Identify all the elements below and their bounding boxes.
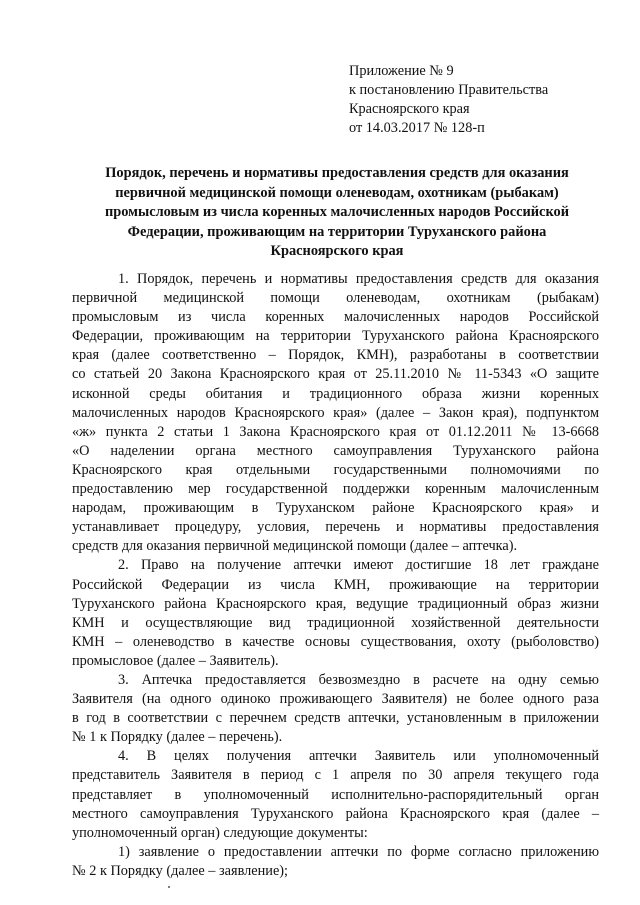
body-line: устанавливает процедуру, условия, перечень и нормативы предоставления	[72, 519, 599, 536]
body-line: «ж» пункта 2 статьи 1 Закона Красноярского края от 01.12.2011 № 13-6668	[72, 423, 599, 440]
body-line: средств для оказания первичной медицинской помощи (далее – аптечка).	[72, 538, 518, 555]
title-line: Порядок, перечень и нормативы предоставления средств для оказания	[105, 165, 569, 181]
body-line: представитель Заявителя в период с 1 апреля по 30 апреля текущего года	[72, 767, 599, 784]
body-line: Красноярского края отдельными государственными полномочиями по	[72, 461, 599, 478]
body-line: 2. Право на получение аптечки имеют достигшие 18 лет граждане	[118, 557, 599, 574]
body-line: предоставлению мер государственной поддержки коренным малочисленным	[72, 481, 599, 498]
body-line: № 2 к Порядку (далее – заявление);	[72, 862, 289, 879]
body-line: исконной среды обитания и традиционного образа жизни коренных	[72, 385, 599, 402]
body-line: народам, проживающим в Туруханском районе Красноярского края» и	[72, 500, 599, 517]
scan-speck	[168, 886, 170, 888]
appendix-header	[349, 62, 609, 138]
body-line: КМН – оленеводство в качестве основы существования, охоту (рыболовство)	[72, 633, 599, 650]
body-line: 1. Порядок, перечень и нормативы предоставления средств для оказания	[118, 271, 599, 287]
body-line: № 1 к Порядку (далее – перечень).	[72, 729, 283, 746]
body-line: промысловое (далее – Заявитель).	[72, 652, 279, 669]
document-title	[72, 164, 602, 262]
body-line: малочисленных народов Красноярского края» (далее – Закон края), подпунктом	[72, 404, 599, 421]
body-line: 3. Аптечка предоставляется безвозмездно в расчете на одну семью	[118, 671, 599, 688]
body-line: в год в соответствии с перечнем средств аптечки, установленным в приложении	[72, 710, 599, 727]
body-line: Заявителя (на одного одиноко проживающего Заявителя) не более одного раза	[72, 691, 599, 708]
body-line: Федерации, проживающим на территории Туруханского района Красноярского	[72, 328, 599, 345]
appendix-region: Красноярского края	[349, 101, 470, 117]
appendix-date: от 14.03.2017 № 128-п	[349, 120, 485, 136]
appendix-reference: к постановлению Правительства	[349, 82, 549, 98]
document-body	[72, 270, 599, 881]
body-line: Российской Федерации из числа КМН, проживающие на территории	[72, 576, 599, 593]
title-line: промысловым из числа коренных малочисленных народов Российской	[104, 204, 570, 220]
title-line: Федерации, проживающим на территории Туруханского района	[127, 223, 547, 240]
body-line: края (далее соответственно – Порядок, КМН), разработаны в соответствии	[72, 347, 599, 364]
body-line: КМН и осуществляющие вид традиционной хозяйственной деятельности	[72, 614, 599, 631]
body-line: первичной медицинской помощи оленеводам, охотникам (рыбакам)	[72, 290, 599, 307]
body-line: «О наделении органа местного самоуправления Туруханского района	[72, 442, 599, 459]
body-line: местного самоуправления Туруханского района Красноярского края (далее –	[72, 805, 599, 822]
appendix-number: Приложение № 9	[349, 63, 454, 79]
body-line: 1) заявление о предоставлении аптечки по форме согласно приложению	[118, 843, 599, 860]
body-line: Туруханского района Красноярского края, ведущие традиционный образ жизни	[72, 595, 599, 612]
title-line: первичной медицинской помощи оленеводам, охотникам (рыбакам)	[115, 184, 559, 201]
body-line: представляет в уполномоченный исполнительно-распорядительный орган	[72, 786, 599, 803]
body-line: со статьей 20 Закона Красноярского края от 25.11.2010 № 11-5343 «О защите	[72, 366, 599, 383]
body-line: 4. В целях получения аптечки Заявитель или уполномоченный	[118, 748, 599, 765]
title-line: Красноярского края	[270, 243, 404, 259]
body-line: промысловым из числа коренных малочисленных народов Российской	[72, 309, 599, 326]
body-line: уполномоченный орган) следующие документы:	[72, 824, 368, 841]
